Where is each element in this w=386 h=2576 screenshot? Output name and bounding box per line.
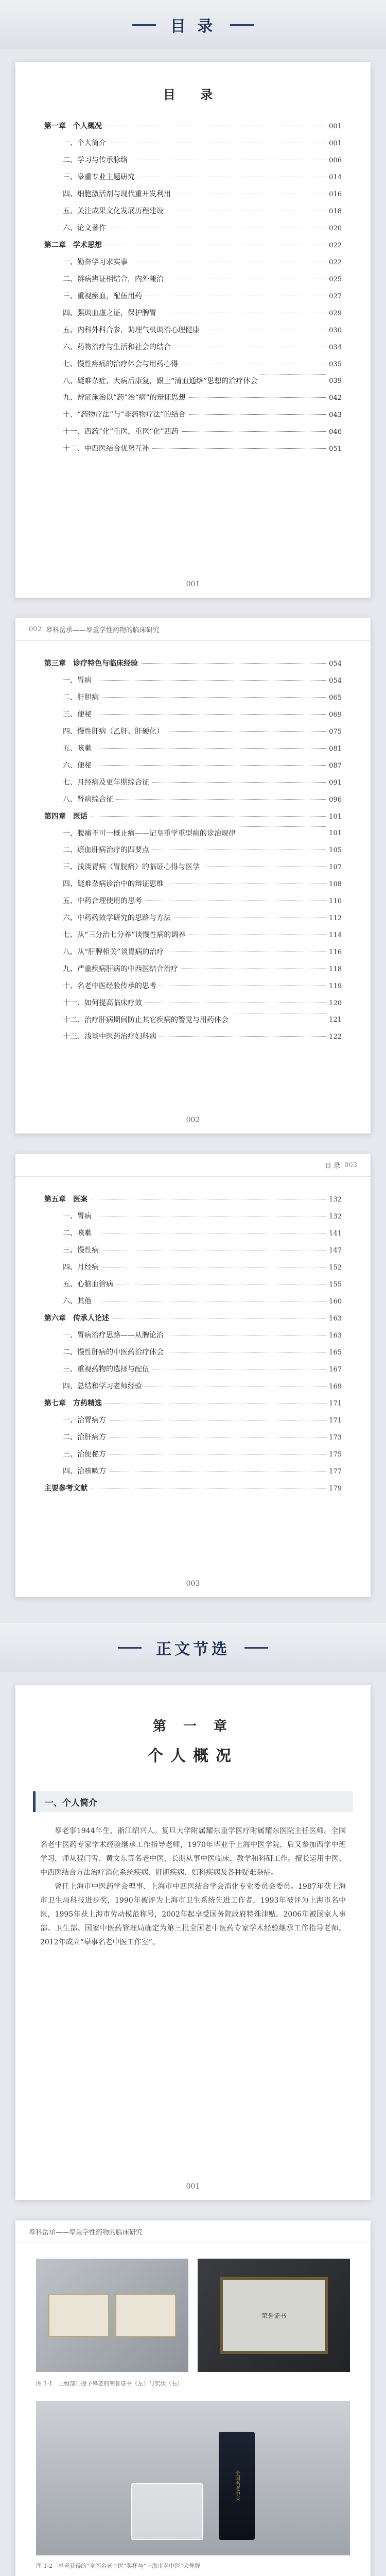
- toc-list: [15, 121, 371, 454]
- toc-entry-page: 105: [329, 846, 342, 854]
- toc-chapter-entry: [44, 121, 342, 132]
- toc-section-entry: [44, 1432, 342, 1443]
- toc-entry-page: 042: [329, 394, 342, 402]
- excerpt-page-1: [15, 1685, 371, 2200]
- header-page-number: 002: [29, 625, 42, 633]
- page-number: 003: [186, 1580, 200, 1588]
- toc-entry-label: 五、内科外科合参，调理气机调治心理健康: [63, 326, 200, 334]
- toc-section-entry: [44, 1449, 342, 1460]
- running-head: 皋科岳承——皋重学性药物的临床研究: [45, 626, 160, 634]
- toc-entry-page: 091: [329, 779, 342, 787]
- toc-page-2: [15, 618, 371, 1133]
- toc-leader-dots: [95, 748, 326, 749]
- toc-section-entry: [44, 257, 342, 268]
- toc-leader-dots: [167, 731, 326, 732]
- page-number: 001: [186, 580, 200, 588]
- toc-leader-dots: [141, 663, 326, 664]
- toc-section-entry: [44, 189, 342, 200]
- chapter-number: 第 一 章: [152, 1719, 234, 1734]
- toc-entry-page: 152: [329, 1264, 342, 1272]
- toc-entry-page: 179: [329, 1485, 342, 1493]
- toc-leader-dots: [189, 414, 326, 415]
- toc-entry-label: 二、辨病辨证相结合，内外兼治: [63, 275, 164, 283]
- toc-entry-page: 175: [329, 1451, 342, 1459]
- toc-section-entry: [44, 342, 342, 353]
- toc-entry-label: 六、便秘: [63, 761, 92, 770]
- toc-entry-page: 029: [329, 310, 342, 317]
- toc-section-entry: [44, 1228, 342, 1239]
- toc-section-entry: [44, 913, 342, 924]
- toc-chapter-entry: [44, 811, 342, 822]
- toc-leader-dots: [260, 374, 326, 375]
- toc-entry-page: 108: [329, 880, 342, 888]
- toc-leader-dots: [239, 826, 326, 827]
- toc-entry-page: 001: [329, 123, 342, 130]
- toc-section-entry: [44, 794, 342, 805]
- toc-entry-page: 163: [329, 1315, 342, 1323]
- toc-entry-page: 155: [329, 1281, 342, 1289]
- toc-entry-label: 七、月经病及更年期综合征: [63, 778, 149, 787]
- toc-section-entry: [44, 964, 342, 975]
- toc-section-entry: [44, 777, 342, 788]
- toc-entry-label: 第三章 诊疗特色与临床经验: [44, 659, 138, 668]
- toc-list: [15, 658, 371, 1042]
- toc-chapter-entry: [44, 1194, 342, 1205]
- toc-entry-label: 第四章 医话: [44, 812, 87, 821]
- toc-section-entry: [44, 427, 342, 437]
- toc-section-entry: [44, 930, 342, 941]
- toc-entry-page: 087: [329, 762, 342, 770]
- toc-entry-label: 二、治肝病方: [63, 1433, 106, 1442]
- toc-entry-label: 四、强调血虚之证，保护脾胃: [63, 309, 156, 317]
- running-header: [15, 618, 371, 641]
- toc-section-entry: [44, 1466, 342, 1477]
- toc-chapter-entry: [44, 1313, 342, 1324]
- toc-section-entry: [44, 1330, 342, 1341]
- toc-section-entry: [44, 845, 342, 856]
- toc-list: [15, 1194, 371, 1494]
- banner-dash-right: [244, 1647, 268, 1649]
- chapter-title: 个人概况: [148, 1747, 238, 1765]
- toc-section-entry: [44, 998, 342, 1009]
- toc-entry-label: 三、治便秘方: [63, 1450, 106, 1459]
- toc-entry-page: 167: [329, 1366, 342, 1374]
- toc-entry-page: 107: [329, 863, 342, 871]
- page-number: 001: [186, 2182, 200, 2191]
- toc-leader-dots: [116, 799, 326, 800]
- toc-section-entry: [44, 1031, 342, 1042]
- toc-entry-page: 110: [329, 897, 342, 905]
- toc-section-entry: [44, 1415, 342, 1426]
- toc-entry-label: 二、肝胆病: [63, 693, 99, 702]
- toc-entry-label: 四、治咳嗽方: [63, 1467, 106, 1476]
- toc-section-entry: [44, 1347, 342, 1358]
- figure-caption: 图 1-1 上级部门授予皋老的荣誉证书（左）与奖状（右）: [36, 2380, 183, 2387]
- toc-entry-label: 四、疑难杂病诊治中的辩证思维: [63, 880, 164, 888]
- toc-leader-dots: [95, 765, 326, 766]
- toc-entry-label: 三、皋重专业主题研究: [63, 173, 135, 181]
- toc-entry-label: 一、胃病治疗思路——从脾论治: [63, 1331, 164, 1340]
- toc-section-entry: [44, 692, 342, 703]
- toc-section-entry: [44, 444, 342, 454]
- toc-entry-label: 三、重视瘀血，配伍用药: [63, 292, 142, 300]
- toc-entry-label: 主要参考文献: [44, 1484, 87, 1493]
- toc-section-entry: [44, 981, 342, 992]
- toc-entry-page: 132: [329, 1196, 342, 1204]
- toc-entry-page: 141: [329, 1230, 342, 1238]
- banner-dash-left: [118, 1647, 142, 1649]
- toc-entry-label: 三、浅谈胃病（胃脘痛）的临证心得与医学: [63, 863, 200, 871]
- toc-entry-label: 十二、中西医结合优势互补: [63, 445, 149, 453]
- toc-entry-page: 016: [329, 191, 342, 198]
- toc-title: 目 录: [163, 87, 223, 102]
- toc-entry-label: 一、个人简介: [63, 139, 106, 147]
- toc-section-entry: [44, 1364, 342, 1375]
- toc-entry-label: 五、中药合理使用的思考: [63, 897, 142, 905]
- toc-leader-dots: [189, 397, 326, 398]
- toc-section-entry: [44, 709, 342, 720]
- toc-entry-page: 069: [329, 711, 342, 719]
- toc-entry-page: 101: [329, 829, 342, 837]
- toc-entry-label: 二、咳嗽: [63, 1229, 92, 1238]
- certificates-photo: [36, 2259, 188, 2372]
- toc-entry-label: 一、勤奋学习求实事: [63, 258, 128, 266]
- toc-entry-page: 132: [329, 1213, 342, 1221]
- toc-leader-dots: [91, 816, 326, 817]
- running-header: [15, 1154, 371, 1177]
- toc-entry-label: 八、从“肝脾相关”谈胃病的治疗: [63, 948, 164, 956]
- toc-entry-page: 118: [329, 965, 342, 973]
- toc-leader-dots: [95, 680, 326, 681]
- trophy: [219, 2432, 255, 2540]
- toc-entry-label: 十一、西药“化”重医，重医“化”西药: [63, 428, 179, 436]
- toc-entry-label: 三、重视药物的选择与配伍: [63, 1365, 149, 1374]
- toc-entry-label: 五、关注成果文化发展历程建设: [63, 207, 164, 215]
- toc-entry-label: 四、月经病: [63, 1263, 99, 1272]
- toc-section-entry: [44, 1296, 342, 1307]
- toc-entry-page: 173: [329, 1434, 342, 1442]
- toc-entry-page: 177: [329, 1468, 342, 1476]
- toc-entry-page: 027: [329, 293, 342, 300]
- toc-entry-label: 第五章 医案: [44, 1195, 87, 1204]
- toc-section-entry: [44, 1211, 342, 1222]
- toc-section-entry: [44, 308, 342, 319]
- toc-banner-title: 目 录: [170, 18, 216, 36]
- running-head: 皋科岳承——皋重学性药物的临床研究: [29, 2229, 143, 2236]
- toc-section-entry: [44, 879, 342, 890]
- toc-entry-label: 六、药物治疗与生活和社会的结合: [63, 343, 171, 351]
- certificate-image: [48, 2294, 109, 2337]
- toc-banner: [0, 0, 386, 49]
- toc-chapter-entry: [44, 1398, 342, 1409]
- page-number: 002: [186, 1116, 200, 1124]
- toc-section-entry: [44, 1381, 342, 1392]
- toc-entry-page: 034: [329, 344, 342, 351]
- toc-entry-page: 018: [329, 208, 342, 215]
- toc-entry-page: 025: [329, 276, 342, 283]
- toc-entry-label: 六、其他: [63, 1297, 92, 1306]
- toc-entry-page: 165: [329, 1349, 342, 1357]
- toc-entry-label: 四、细胞激活剂与现代重开发利用: [63, 190, 171, 198]
- toc-entry-label: 二、慢性肝病的中医药治疗体会: [63, 1348, 164, 1357]
- toc-leader-dots: [182, 431, 326, 432]
- excerpt-banner: [0, 1623, 386, 1672]
- toc-entry-page: 065: [329, 694, 342, 702]
- toc-entry-page: 163: [329, 1332, 342, 1340]
- toc-section-entry: [44, 206, 342, 217]
- toc-entry-page: 001: [329, 140, 342, 147]
- toc-entry-page: 035: [329, 361, 342, 368]
- toc-entry-label: 第六章 传承人论述: [44, 1314, 109, 1323]
- toc-section-entry: [44, 1245, 342, 1256]
- toc-leader-dots: [102, 697, 326, 698]
- toc-entry-page: 119: [329, 982, 342, 990]
- toc-entry-page: 046: [329, 428, 342, 436]
- toc-chapter-entry: [44, 658, 342, 669]
- toc-entry-page: 096: [329, 796, 342, 804]
- toc-entry-page: 006: [329, 157, 342, 164]
- toc-section-entry: [44, 155, 342, 166]
- toc-section-entry: [44, 760, 342, 771]
- toc-entry-label: 十二、治疗肝病期间防止其它疾病的警觉与用药体会: [63, 1016, 229, 1024]
- toc-entry-page: 030: [329, 327, 342, 334]
- toc-entry-page: 160: [329, 1298, 342, 1306]
- framed-award-photo: [198, 2259, 350, 2372]
- toc-section-entry: [44, 138, 342, 149]
- toc-entry-label: 八、肾病综合征: [63, 795, 113, 804]
- toc-leader-dots: [160, 1036, 326, 1037]
- toc-section-entry: [44, 947, 342, 958]
- toc-entry-page: 171: [329, 1400, 342, 1408]
- chapter-heading: [15, 1716, 371, 1766]
- toc-chapter-entry: [44, 240, 342, 251]
- toc-entry-page: 022: [329, 259, 342, 266]
- excerpt-page-2: [15, 2221, 371, 2576]
- toc-entry-label: 一、胃病: [63, 1212, 92, 1221]
- toc-entry-page: 039: [329, 377, 342, 385]
- toc-entry-label: 第二章 学术思想: [44, 241, 102, 249]
- toc-entry-page: 075: [329, 728, 342, 736]
- toc-section-entry: [44, 862, 342, 873]
- toc-section-entry: [44, 393, 342, 403]
- glass-award: [131, 2483, 203, 2540]
- toc-entry-page: 051: [329, 445, 342, 453]
- toc-entry-page: 014: [329, 174, 342, 181]
- toc-entry-label: 第一章 个人概况: [44, 122, 102, 130]
- toc-section-entry: [44, 410, 342, 420]
- toc-section-entry: [44, 325, 342, 336]
- toc-entry-label: 一、腹痛不可一概止痛——记皇重学重型病的诊治规律: [63, 829, 236, 838]
- running-header: [15, 2221, 371, 2243]
- toc-entry-label: 五、心脑血管病: [63, 1280, 113, 1289]
- toc-entry-label: 九、辨证施治以“药”治“病”的辩证思想: [63, 394, 186, 402]
- body-paragraph: 曾任上海市中医药学会理事、上海市中西医结合学会消化专业委员会委员。1987年获上海市卫生局科技进步奖，1990年被评为上海市卫生系统先进工作者，1993年被评为上海市名中医，1995年获上海市劳动模范称号，2002年起享受国务院政府特殊津贴。2006年被国家人事部、卫生部、国家中医药管理局确定为第三批全国老中医药专家学术经验继承工作指导老师。2012年成立“皋事名老中医工作室”。: [40, 1883, 346, 1946]
- toc-entry-page: 171: [329, 1417, 342, 1425]
- toc-entry-label: 十三、浅谈中医药治疗妇科病: [63, 1032, 156, 1041]
- toc-entry-page: 114: [329, 931, 342, 939]
- toc-entry-page: 101: [329, 813, 342, 821]
- toc-entry-page: 121: [329, 1016, 342, 1024]
- toc-entry-label: 第七章 方药精选: [44, 1399, 102, 1408]
- header-page-number: 003: [344, 1161, 357, 1169]
- toc-entry-label: 三、慢性病: [63, 1246, 99, 1255]
- toc-entry-label: 五、咳嗽: [63, 744, 92, 753]
- toc-page-1: [15, 62, 371, 598]
- toc-entry-label: 二、瘀血肝病治疗的四要点: [63, 846, 149, 854]
- toc-section-entry: [44, 828, 342, 839]
- toc-entry-page: 043: [329, 411, 342, 419]
- toc-entry-label: 一、治胃病方: [63, 1416, 106, 1425]
- toc-entry-page: 122: [329, 1033, 342, 1041]
- toc-leader-dots: [152, 448, 326, 449]
- toc-entry-page: 054: [329, 660, 342, 668]
- toc-section-entry: [44, 376, 342, 386]
- body-paragraph: 皋老事1944年生，浙江绍兴人。复旦大学附属耀东重学医疗附属耀东医院主任医师。全国名老中医药专家学术经验继承工作指导老师，1970年毕业于上海中医学院，后又参加西学中班学习，师从程门雪、黄文东等名老中医，长期从事中医临床、教学和科研工作。擅长运用中医、中西医结合方法治疗消化系统疾病、肝胆疾病、妇科疾病及各种疑难杂症。: [40, 1827, 346, 1877]
- toc-entry-label: 八、疑难杂症、大病后康复，跟上“清血通络”思想的治疗体会: [63, 377, 258, 385]
- toc-entry-page: 020: [329, 225, 342, 232]
- banner-dash-left: [132, 24, 156, 26]
- toc-leader-dots: [95, 714, 326, 715]
- toc-section-entry: [44, 1015, 342, 1025]
- toc-entry-page: 169: [329, 1383, 342, 1391]
- toc-entry-label: 十、名老中医经验传承的思考: [63, 982, 156, 990]
- toc-entry-label: 三、便秘: [63, 710, 92, 719]
- toc-entry-label: 四、总结和学习老师经验: [63, 1382, 142, 1391]
- toc-section-entry: [44, 1279, 342, 1290]
- toc-entry-page: 081: [329, 745, 342, 753]
- toc-entry-label: 十、“药物疗法”与“非药物疗法”的结合: [63, 411, 186, 419]
- toc-entry-label: 六、论文著作: [63, 224, 106, 232]
- trophy-photo: [36, 2401, 350, 2555]
- toc-entry-page: 112: [329, 914, 342, 922]
- toc-entry-label: 十一、如何提高临床疗效: [63, 999, 142, 1007]
- toc-entry-page: 120: [329, 999, 342, 1007]
- toc-section-entry: [44, 223, 342, 234]
- toc-entry-page: 116: [329, 948, 342, 956]
- toc-entry-page: 054: [329, 677, 342, 685]
- photo-row: [15, 2243, 371, 2377]
- toc-entry-label: 六、中药药效学研究的思路与方法: [63, 914, 171, 922]
- toc-entry-label: 四、慢性肝病（乙肝、肝硬化）: [63, 727, 164, 736]
- toc-leader-dots: [152, 782, 326, 783]
- toc-section-entry: [44, 1262, 342, 1273]
- running-head: 目 录: [325, 1162, 341, 1170]
- toc-entry-page: 147: [329, 1247, 342, 1255]
- toc-page-3: [15, 1154, 371, 1597]
- toc-entry-page: 022: [329, 242, 342, 249]
- toc-section-entry: [44, 675, 342, 686]
- toc-section-entry: [44, 274, 342, 285]
- trophy-label: 全国名老中医: [234, 2470, 240, 2501]
- toc-chapter-entry: [44, 1483, 342, 1494]
- award-frame: 荣誉证书: [220, 2277, 328, 2354]
- toc-section-entry: [44, 726, 342, 737]
- toc-section-entry: [44, 743, 342, 754]
- toc-entry-label: 九、严重疾病肝病的中西医结合治疗: [63, 965, 178, 973]
- toc-entry-label: 七、从“三分治七分养”谈慢性病的调养: [63, 931, 186, 939]
- figure-caption: 图 1-2 皋老获得的“全国名老中医”奖杯与“上海市名中医”荣誉牌: [36, 2563, 200, 2569]
- toc-section-entry: [44, 172, 342, 183]
- certificate-image: [115, 2294, 176, 2337]
- section-title: 一、个人简介: [33, 1791, 353, 1812]
- toc-section-entry: [44, 291, 342, 302]
- toc-entry-label: 二、学习与传承脉络: [63, 156, 128, 164]
- excerpt-banner-title: 正文节选: [156, 1640, 230, 1658]
- toc-section-entry: [44, 359, 342, 370]
- toc-section-entry: [44, 896, 342, 907]
- toc-entry-label: 七、慢性疼痛的治疗体会与用药心得: [63, 360, 178, 368]
- toc-entry-label: 一、胃病: [63, 676, 92, 685]
- banner-dash-right: [230, 24, 254, 26]
